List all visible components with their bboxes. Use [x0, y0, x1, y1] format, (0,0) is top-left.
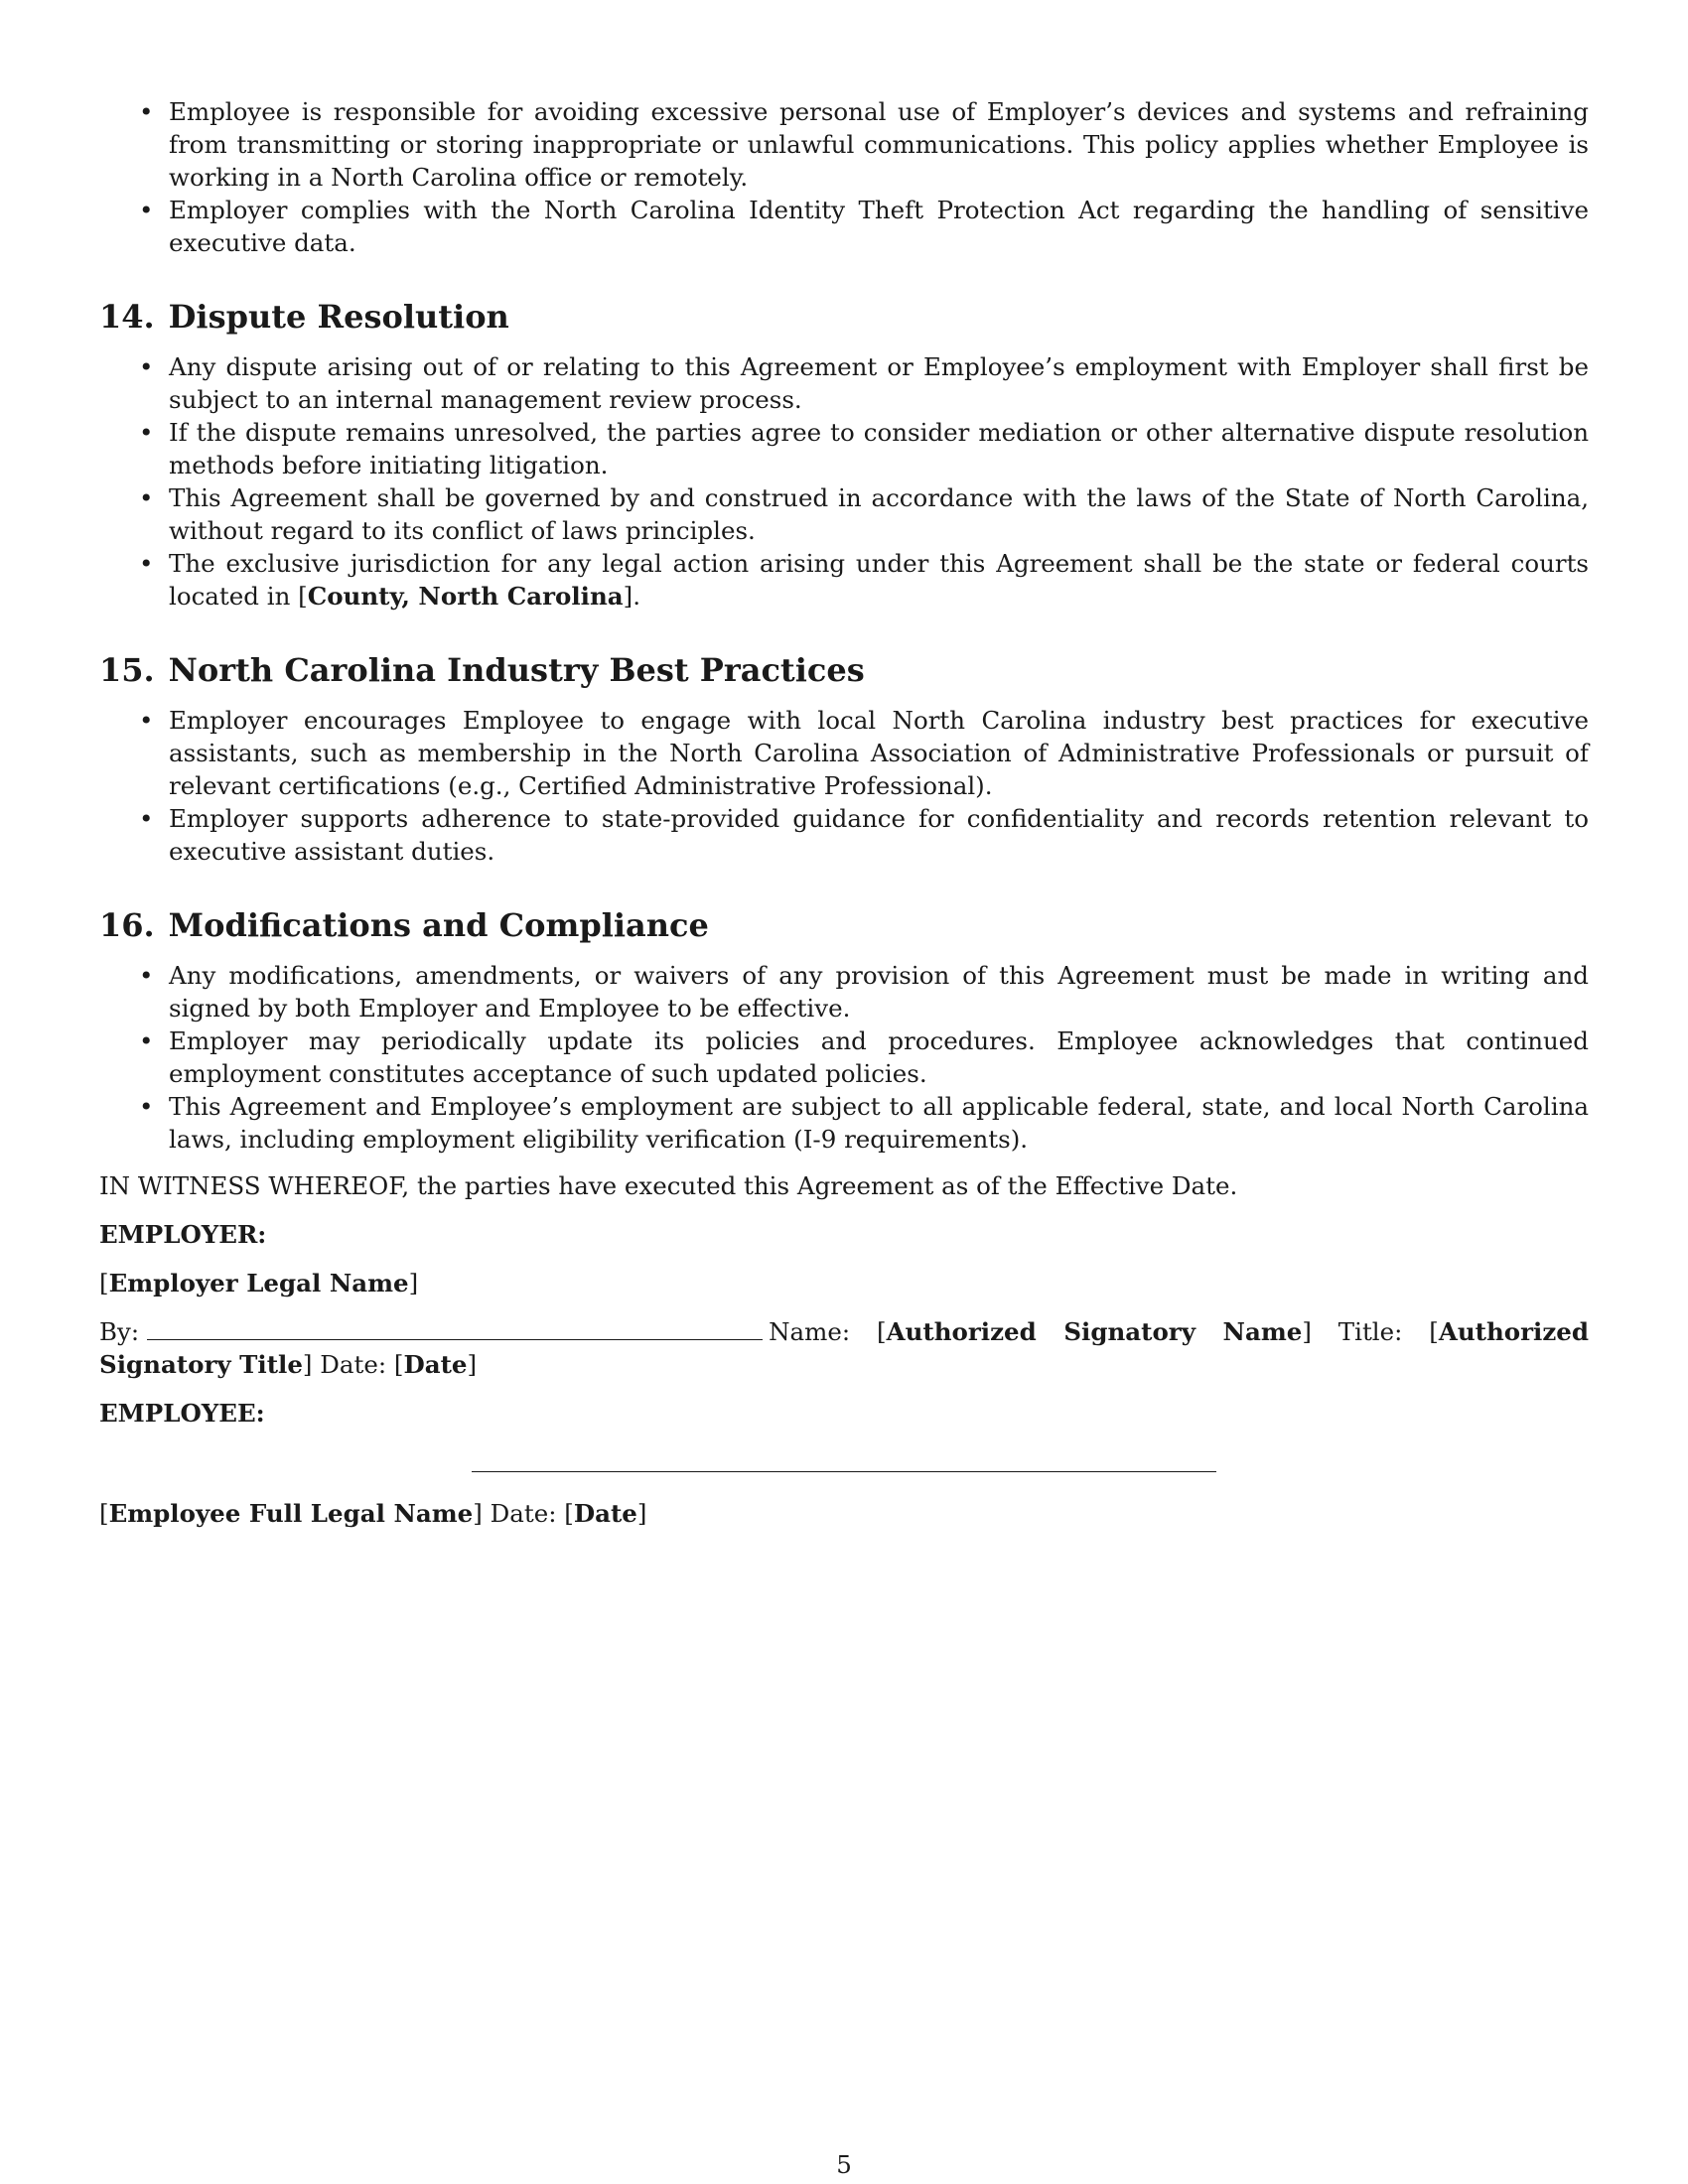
bullet-icon: • [139, 961, 154, 990]
section-heading [99, 297, 1589, 337]
section-bullet-list [99, 350, 1589, 613]
bullet-icon: • [139, 483, 154, 512]
employer-signature-line[interactable] [147, 1315, 763, 1340]
employer-date-placeholder: Date [403, 1350, 468, 1379]
section-modifications-compliance [99, 905, 1589, 1156]
bullet-icon: • [139, 706, 154, 735]
section-title: Dispute Resolution [168, 298, 509, 336]
section-number: 15. [99, 651, 155, 689]
employee-name-date-line: [Employee Full Legal Name] Date: [Date] [99, 1499, 647, 1528]
section-dispute-resolution [99, 297, 1589, 613]
list-item-text: Any modifications, amendments, or waivers of any provision of this Agreement must be made in writing and signed by both Employer and Employee to be effective. [169, 961, 1589, 1023]
section-industry-best-practices [99, 650, 1589, 868]
employer-legal-name-placeholder: Employer Legal Name [108, 1269, 409, 1297]
list-item [99, 350, 1589, 416]
list-item [99, 704, 1589, 802]
list-item [99, 481, 1589, 547]
section-title: North Carolina Industry Best Practices [168, 651, 865, 689]
section-number: 14. [99, 298, 155, 336]
list-item-text: Employee is responsible for avoiding excessive personal use of Employer’s devices and systems and refraining from transmitting or storing inappropriate or unlawful communications. This policy applies whether Employee is working in a North Carolina office or remotely. [169, 97, 1589, 192]
date-label: Date: [320, 1350, 387, 1379]
bullet-icon: • [139, 97, 154, 126]
list-item [99, 95, 1589, 194]
employer-signature-block: By: Name: [Authorized Signatory Name] Title: [Authorized Signatory Title] Date: [Date] [99, 1317, 1589, 1379]
signatory-name-placeholder: Authorized Signatory Name [886, 1317, 1303, 1346]
list-item-text: The exclusive jurisdiction for any legal action arising under this Agreement shall be the state or federal courts located in [169, 549, 1589, 611]
witness-statement: IN WITNESS WHEREOF, the parties have executed this Agreement as of the Effective Date. [99, 1171, 1238, 1200]
list-item-text: Employer supports adherence to state-provided guidance for confidentiality and records retention relevant to executive assistant duties. [169, 804, 1589, 866]
document-page [99, 95, 1589, 1530]
list-item [99, 194, 1589, 259]
employee-signature-line[interactable] [472, 1471, 1216, 1472]
list-item-text: This Agreement and Employee’s employment are subject to all applicable federal, state, and local North Carolina laws, including employment eligibility verification (I-9 requirements). [169, 1092, 1589, 1154]
section-heading [99, 650, 1589, 690]
signatory-title-placeholder: Authorized Signatory Title [99, 1317, 1589, 1379]
by-label: By: [99, 1317, 140, 1346]
bullet-icon: • [139, 418, 154, 447]
bullet-icon: • [139, 804, 154, 833]
employee-date-placeholder: Date [573, 1499, 637, 1528]
employee-heading: EMPLOYEE: [99, 1399, 265, 1428]
section-heading [99, 905, 1589, 945]
section-bullet-list [99, 704, 1589, 868]
bullet-icon: • [139, 1026, 154, 1055]
bullet-icon: • [139, 549, 154, 578]
list-item-text: Employer complies with the North Carolina Identity Theft Protection Act regarding the handling of sensitive executive data. [169, 196, 1589, 257]
section-number: 16. [99, 906, 155, 944]
jurisdiction-placeholder: County, North Carolina [307, 582, 624, 611]
page-number: 5 [836, 2150, 852, 2179]
name-label: Name: [769, 1317, 851, 1346]
list-item-text: Employer may periodically update its policies and procedures. Employee acknowledges that continued employment constitutes acceptance of such updated policies. [169, 1026, 1589, 1088]
list-item [99, 416, 1589, 481]
bullet-icon: • [139, 196, 154, 224]
list-item-text: If the dispute remains unresolved, the parties agree to consider mediation or other alternative dispute resolution methods before initiating litigation. [169, 418, 1589, 479]
section-title: Modifications and Compliance [168, 906, 709, 944]
employer-legal-name-line: [Employer Legal Name] [99, 1269, 419, 1297]
list-item [99, 1024, 1589, 1090]
list-item [99, 802, 1589, 868]
list-item-text: This Agreement shall be governed by and construed in accordance with the laws of the State of North Carolina, without regard to its conflict of laws principles. [169, 483, 1589, 545]
employee-date-label: Date: [490, 1499, 557, 1528]
section-bullet-list [99, 959, 1589, 1156]
list-item-text: Employer encourages Employee to engage with local North Carolina industry best practices for executive assistants, such as membership in the North Carolina Association of Administrative Professionals or pursuit of relevant certifications (e.g., Certified Administrative Professional). [169, 706, 1589, 800]
list-item [99, 1090, 1589, 1156]
list-item: • The exclusive jurisdiction for any legal action arising under this Agreement shall be the state or federal courts located in [County, North Carolina]. [139, 549, 1589, 611]
list-item [99, 959, 1589, 1024]
employee-signature-area [99, 1430, 1589, 1487]
bullet-icon: • [139, 1092, 154, 1121]
employee-name-placeholder: Employee Full Legal Name [108, 1499, 474, 1528]
list-item-text: Any dispute arising out of or relating to this Agreement or Employee’s employment with Employer shall first be subject to an internal management review process. [169, 352, 1589, 414]
intro-bullet-list [99, 95, 1589, 259]
employer-heading: EMPLOYER: [99, 1220, 267, 1249]
bullet-icon: • [139, 352, 154, 381]
title-label: Title: [1337, 1317, 1403, 1346]
